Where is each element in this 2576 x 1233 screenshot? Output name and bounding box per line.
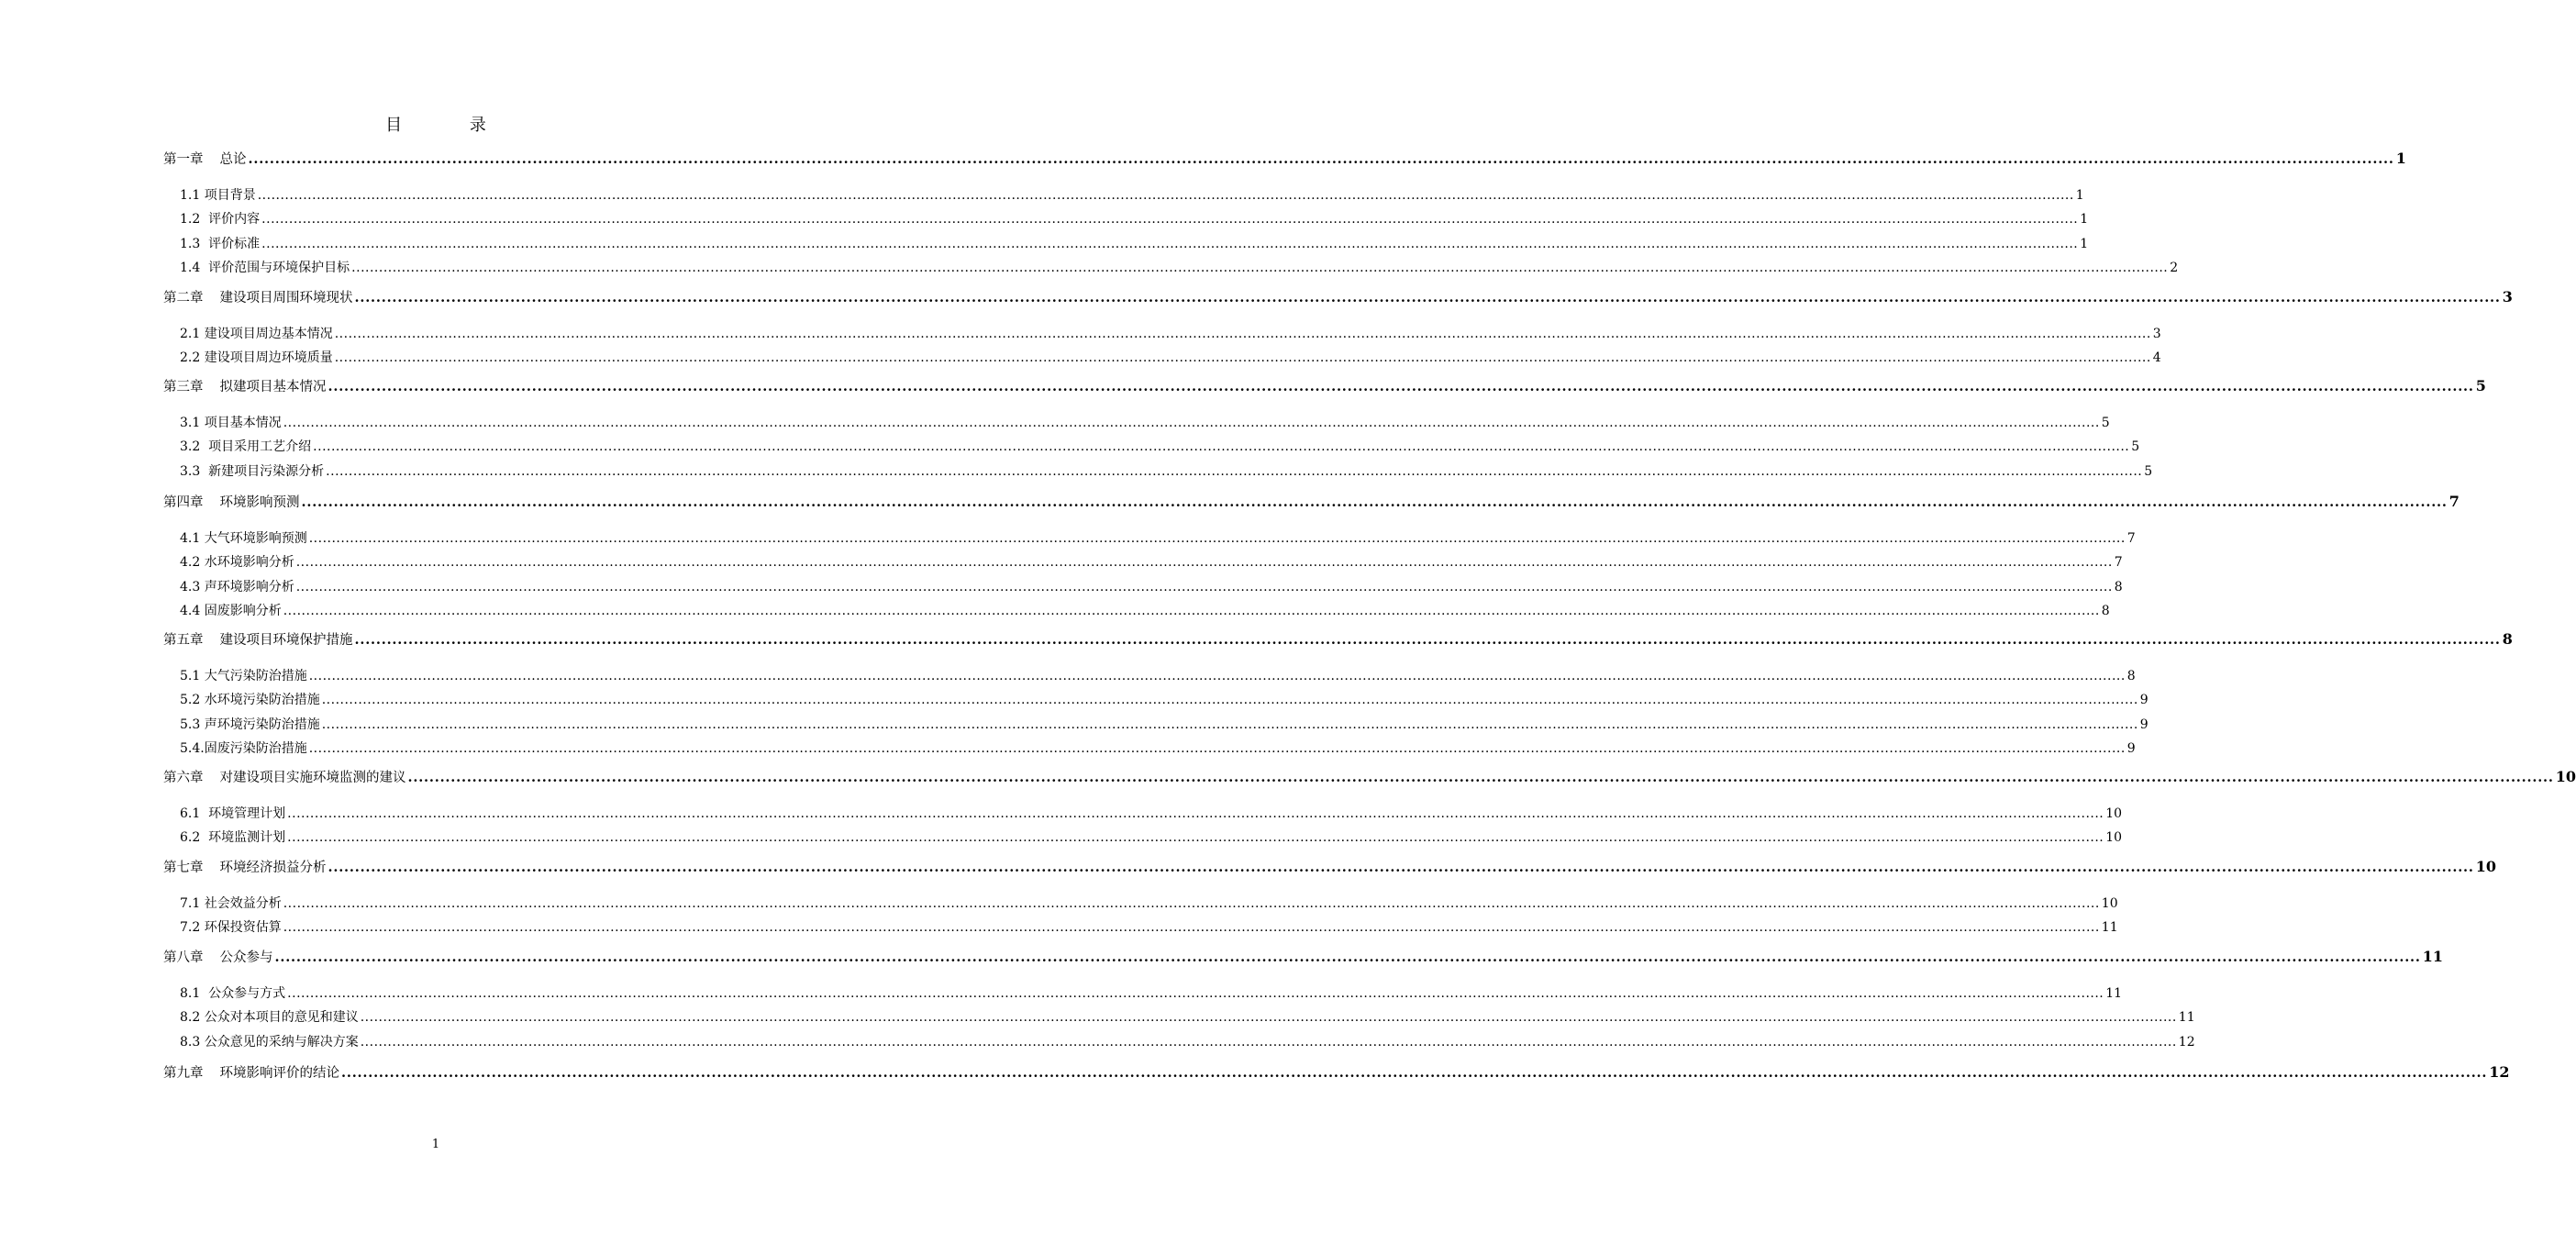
- toc-chapter-number: 第五章: [163, 633, 204, 648]
- toc-section-label: 3.3 新建项目污染源分析: [180, 463, 325, 479]
- toc-section-label: 1.1 项目背景: [180, 188, 256, 203]
- toc-leader-dots: ................................................................................................................................................................................................................................................................................................................................................................................................................: [354, 290, 2501, 305]
- toc-section-row[interactable]: [180, 528, 2136, 549]
- toc-chapter-row[interactable]: [163, 376, 2486, 396]
- toc-chapter-row[interactable]: [163, 1062, 2510, 1083]
- toc-section-page: 10: [2105, 806, 2123, 821]
- toc-leader-dots: ................................................................................................................................................................................................................................................................................................................................................................................................................: [308, 740, 2126, 756]
- toc-chapter-label: [163, 376, 327, 395]
- toc-section-page: 3: [2152, 327, 2161, 341]
- toc-section-row[interactable]: [180, 666, 2136, 686]
- toc-leader-dots: ................................................................................................................................................................................................................................................................................................................................................................................................................: [341, 1065, 2488, 1081]
- toc-leader-dots: ................................................................................................................................................................................................................................................................................................................................................................................................................: [328, 379, 2474, 394]
- toc-chapter-title: 建设项目环境保护措施: [219, 633, 353, 648]
- toc-chapter-title: 公众参与: [219, 950, 273, 965]
- toc-section-row[interactable]: [180, 552, 2123, 572]
- toc-section-page: 5: [2101, 416, 2110, 430]
- toc-leader-dots: ................................................................................................................................................................................................................................................................................................................................................................................................................: [360, 1034, 2177, 1050]
- toc-section-label: 7.1 社会效益分析: [180, 896, 282, 911]
- toc-section-row[interactable]: [180, 715, 2149, 735]
- toc-chapter-label: [163, 947, 273, 966]
- toc-section-page: 1: [2080, 212, 2089, 228]
- toc-chapter-row[interactable]: [163, 287, 2513, 307]
- toc-section-page: 9: [2126, 740, 2136, 756]
- toc-section-page: 7: [2126, 531, 2136, 546]
- toc-section-row[interactable]: [180, 1032, 2195, 1052]
- toc-section-page: 2: [2170, 260, 2179, 275]
- toc-section-label: 1.2 评价内容: [180, 212, 261, 228]
- toc-chapter-row[interactable]: [163, 857, 2496, 877]
- toc-section-label: 1.4 评价范围与环境保护目标: [180, 260, 350, 275]
- toc-section-row[interactable]: [180, 413, 2110, 433]
- toc-leader-dots: ................................................................................................................................................................................................................................................................................................................................................................................................................: [287, 806, 2104, 821]
- toc-section-page: 4: [2152, 350, 2161, 366]
- toc-chapter-label: [163, 149, 247, 168]
- toc-chapter-row[interactable]: [163, 947, 2443, 967]
- toc-section-row[interactable]: [180, 461, 2153, 482]
- toc-section-page: 9: [2139, 716, 2149, 732]
- toc-leader-dots: ................................................................................................................................................................................................................................................................................................................................................................................................................: [407, 770, 2554, 785]
- toc-section-page: 8: [2101, 603, 2110, 618]
- toc-section-label: 1.3 评价标准: [180, 236, 261, 251]
- toc-chapter-title: 建设项目周围环境现状: [219, 291, 353, 305]
- toc-leader-dots: ................................................................................................................................................................................................................................................................................................................................................................................................................: [326, 463, 2143, 479]
- toc-chapter-page: 1: [2395, 150, 2406, 167]
- toc-section-row[interactable]: [180, 917, 2118, 938]
- toc-section-label: 5.2 水环境污染防治措施: [180, 693, 320, 708]
- toc-chapter-number: 第三章: [163, 380, 204, 394]
- toc-chapter-page: 11: [2422, 948, 2443, 965]
- toc-leader-dots: ................................................................................................................................................................................................................................................................................................................................................................................................................: [261, 212, 2079, 228]
- toc-leader-dots: ................................................................................................................................................................................................................................................................................................................................................................................................................: [283, 896, 2100, 911]
- toc-section-page: 8: [2126, 669, 2136, 683]
- toc-leader-dots: ................................................................................................................................................................................................................................................................................................................................................................................................................: [283, 920, 2100, 936]
- toc-chapter-label: [163, 492, 300, 511]
- toc-section-label: 7.2 环保投资估算: [180, 920, 282, 936]
- toc-section-label: 3.1 项目基本情况: [180, 416, 282, 430]
- toc-section-label: 4.3 声环境影响分析: [180, 579, 294, 594]
- toc-section-row[interactable]: [180, 258, 2179, 278]
- toc-chapter-page: 5: [2475, 377, 2486, 394]
- toc-section-page: 1: [2080, 236, 2089, 251]
- toc-leader-dots: ................................................................................................................................................................................................................................................................................................................................................................................................................: [274, 950, 2421, 965]
- toc-chapter-page: 3: [2502, 288, 2513, 305]
- toc-section-label: 5.1 大气污染防治措施: [180, 669, 307, 683]
- toc-leader-dots: ................................................................................................................................................................................................................................................................................................................................................................................................................: [295, 579, 2113, 594]
- toc-leader-dots: ................................................................................................................................................................................................................................................................................................................................................................................................................: [321, 693, 2138, 708]
- toc-section-row[interactable]: [180, 1007, 2195, 1028]
- toc-chapter-number: 第九章: [163, 1066, 204, 1081]
- toc-leader-dots: ................................................................................................................................................................................................................................................................................................................................................................................................................: [328, 860, 2474, 875]
- toc-leader-dots: ................................................................................................................................................................................................................................................................................................................................................................................................................: [321, 716, 2138, 732]
- page-number: 1: [431, 1138, 440, 1151]
- toc-chapter-label: [163, 287, 353, 306]
- toc-section-row[interactable]: [180, 209, 2089, 229]
- toc-section-label: 3.2 项目采用工艺介绍: [180, 439, 312, 455]
- toc-section-label: 6.1 环境管理计划: [180, 806, 286, 821]
- toc-chapter-row[interactable]: [163, 149, 2406, 169]
- toc-section-row[interactable]: [180, 601, 2110, 621]
- toc-chapter-title: 对建设项目实施环境监测的建议: [219, 771, 406, 785]
- toc-section-page: 11: [2101, 920, 2118, 936]
- toc-chapter-title: 拟建项目基本情况: [219, 380, 327, 394]
- toc-chapter-label: [163, 767, 406, 786]
- toc-section-label: 2.2 建设项目周边环境质量: [180, 350, 333, 366]
- toc-section-row[interactable]: [180, 804, 2123, 824]
- toc-section-page: 7: [2114, 555, 2123, 571]
- toc-section-page: 8: [2114, 579, 2123, 594]
- toc-section-row[interactable]: [180, 690, 2149, 710]
- toc-section-label: 5.3 声环境污染防治措施: [180, 716, 320, 732]
- toc-chapter-label: [163, 1062, 339, 1082]
- toc-leader-dots: ................................................................................................................................................................................................................................................................................................................................................................................................................: [257, 188, 2074, 203]
- toc-section-label: 8.1 公众参与方式: [180, 986, 286, 1001]
- toc-chapter-page: 10: [2555, 768, 2576, 785]
- toc-chapter-page: 8: [2502, 630, 2513, 648]
- toc-section-row[interactable]: [180, 828, 2123, 848]
- toc-chapter-page: 7: [2448, 493, 2459, 510]
- toc-chapter-row[interactable]: [163, 492, 2459, 512]
- toc-section-page: 5: [2144, 463, 2153, 479]
- toc-leader-dots: ................................................................................................................................................................................................................................................................................................................................................................................................................: [261, 236, 2079, 251]
- toc-leader-dots: ................................................................................................................................................................................................................................................................................................................................................................................................................: [334, 327, 2151, 341]
- toc-chapter-page: 10: [2475, 858, 2496, 875]
- toc-section-row[interactable]: [180, 324, 2161, 344]
- toc-leader-dots: ................................................................................................................................................................................................................................................................................................................................................................................................................: [287, 986, 2104, 1001]
- toc-section-row[interactable]: [180, 437, 2140, 457]
- toc-chapter-row[interactable]: [163, 767, 2576, 787]
- toc-leader-dots: ................................................................................................................................................................................................................................................................................................................................................................................................................: [360, 1010, 2177, 1026]
- toc-leader-dots: ................................................................................................................................................................................................................................................................................................................................................................................................................: [283, 603, 2100, 618]
- toc-leader-dots: ................................................................................................................................................................................................................................................................................................................................................................................................................: [283, 416, 2100, 430]
- toc-section-page: 1: [2075, 188, 2084, 203]
- toc-leader-dots: ................................................................................................................................................................................................................................................................................................................................................................................................................: [313, 439, 2130, 455]
- toc-section-row[interactable]: [180, 185, 2084, 206]
- toc-leader-dots: ................................................................................................................................................................................................................................................................................................................................................................................................................: [351, 260, 2169, 275]
- toc-section-row[interactable]: [180, 577, 2123, 597]
- toc-section-row[interactable]: [180, 894, 2118, 914]
- toc-chapter-title: 环境经济损益分析: [219, 861, 327, 875]
- toc-section-label: 8.2 公众对本项目的意见和建议: [180, 1010, 359, 1026]
- toc-leader-dots: ................................................................................................................................................................................................................................................................................................................................................................................................................: [308, 531, 2126, 546]
- toc-chapter-label: [163, 629, 353, 649]
- toc-section-page: 12: [2178, 1034, 2195, 1050]
- toc-chapter-number: 第四章: [163, 495, 204, 510]
- toc-section-label: 4.4 固废影响分析: [180, 603, 282, 618]
- toc-section-page: 11: [2105, 986, 2123, 1001]
- toc-section-page: 9: [2139, 693, 2149, 708]
- toc-section-label: 6.2 环境监测计划: [180, 830, 286, 846]
- toc-leader-dots: ................................................................................................................................................................................................................................................................................................................................................................................................................: [295, 555, 2113, 571]
- toc-chapter-number: 第二章: [163, 291, 204, 305]
- toc-chapter-title: 环境影响预测: [219, 495, 300, 510]
- toc-chapter-title: 总论: [219, 152, 247, 167]
- toc-chapter-number: 第一章: [163, 152, 204, 167]
- toc-section-label: 5.4.固废污染防治措施: [180, 740, 307, 756]
- page-title: 目 录: [385, 116, 517, 135]
- toc-section-page: 11: [2178, 1010, 2195, 1026]
- toc-section-label: 4.2 水环境影响分析: [180, 555, 294, 571]
- toc-leader-dots: ................................................................................................................................................................................................................................................................................................................................................................................................................: [334, 350, 2151, 366]
- toc-leader-dots: ................................................................................................................................................................................................................................................................................................................................................................................................................: [308, 669, 2126, 683]
- toc-section-label: 2.1 建设项目周边基本情况: [180, 327, 333, 341]
- toc-section-row[interactable]: [180, 348, 2161, 368]
- toc-chapter-label: [163, 857, 327, 876]
- toc-chapter-number: 第八章: [163, 950, 204, 965]
- toc-section-row[interactable]: [180, 739, 2136, 759]
- toc-chapter-number: 第七章: [163, 861, 204, 875]
- toc-chapter-page: 12: [2489, 1063, 2510, 1081]
- toc-section-row[interactable]: [180, 234, 2089, 254]
- toc-leader-dots: ................................................................................................................................................................................................................................................................................................................................................................................................................: [301, 494, 2448, 510]
- toc-chapter-title: 环境影响评价的结论: [219, 1066, 339, 1081]
- toc-leader-dots: ................................................................................................................................................................................................................................................................................................................................................................................................................: [287, 830, 2104, 846]
- toc-leader-dots: ................................................................................................................................................................................................................................................................................................................................................................................................................: [354, 632, 2501, 648]
- toc-section-page: 10: [2101, 896, 2118, 911]
- toc-section-label: 4.1 大气环境影响预测: [180, 531, 307, 546]
- toc-section-label: 8.3 公众意见的采纳与解决方案: [180, 1034, 359, 1050]
- toc-chapter-number: 第六章: [163, 771, 204, 785]
- toc-section-page: 10: [2105, 830, 2123, 846]
- toc-section-page: 5: [2131, 439, 2140, 455]
- toc-section-row[interactable]: [180, 983, 2123, 1004]
- toc-chapter-row[interactable]: [163, 629, 2513, 650]
- toc-leader-dots: ................................................................................................................................................................................................................................................................................................................................................................................................................: [248, 151, 2394, 167]
